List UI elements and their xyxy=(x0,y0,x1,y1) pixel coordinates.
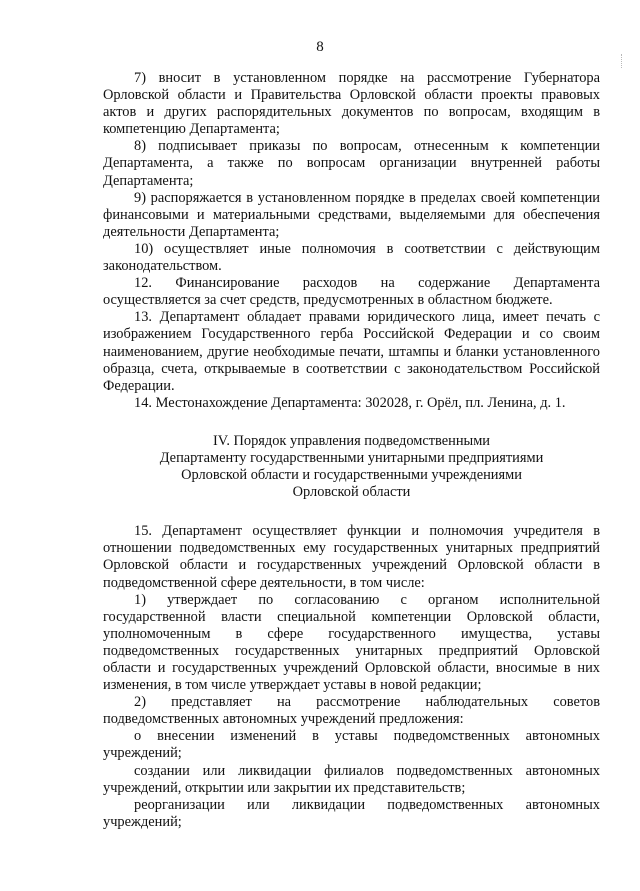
paragraph-clause-12: 12. Финансирование расходов на содержание Департамента осуществляется за счет средств, предусмотренных в областном бюджете. xyxy=(103,275,600,309)
paragraph-item-9: 9) распоряжается в установленном порядке в пределах своей компетенции финансовыми и материальными средствами, выделяемыми для обеспечения деятельности Департамента; xyxy=(103,189,600,240)
section-heading xyxy=(103,433,600,501)
margin-mark xyxy=(621,54,624,68)
paragraph-proposal-reorganization: реорганизации или ликвидации подведомственных автономных учреждений; xyxy=(103,796,600,830)
paragraph-item-8: 8) подписывает приказы по вопросам, отнесенным к компетенции Департамента, а также по вопросам организации внутренней работы Департамента; xyxy=(103,138,600,189)
page-number: 8 xyxy=(316,39,324,55)
paragraph-subitem-2: 2) представляет на рассмотрение наблюдательных советов подведомственных автономных учреждений предложения: xyxy=(103,694,600,728)
section-heading-line: IV. Порядок управления подведомственными xyxy=(212,432,491,449)
paragraph-item-10: 10) осуществляет иные полномочия в соответствии с действующим законодательством. xyxy=(103,240,600,275)
section-heading-line: Орловской области xyxy=(292,484,411,501)
paragraph-clause-13: 13. Департамент обладает правами юридического лица, имеет печать с изображением Государственного герба Российской Федерации и со своим наименованием, другие необходимые печати, штампы и бланки установленного образца, счета, открываемые в соответствии с законодательством Российской Федерации. xyxy=(103,309,600,394)
section-heading-line: Департаменту государственными унитарными предприятиями xyxy=(159,449,544,466)
paragraph-subitem-1: 1) утверждает по согласованию с органом исполнительной государственной власти специальной компетенции Орловской области, уполномоченным в сфере государственного имущества, уставы подведомственных государственных унитарных предприятий Орловской области и государственных учреждений Орловской области, вносимые в них изменения, в том числе утверждает уставы в новой редакции; xyxy=(103,591,600,694)
paragraph-clause-14: 14. Местонахождение Департамента: 302028, г. Орёл, пл. Ленина, д. 1. xyxy=(134,394,566,411)
document-body xyxy=(103,70,600,831)
paragraph-proposal-charter: о внесении изменений в уставы подведомственных автономных учреждений; xyxy=(103,728,600,762)
paragraph-clause-15: 15. Департамент осуществляет функции и полномочия учредителя в отношении подведомственных ему государственных унитарных предприятий Орловской области и государственных учреждений Орловской области в подведомственной сфере деятельности, в том числе: xyxy=(103,523,600,591)
section-heading-line: Орловской области и государственными учреждениями xyxy=(181,467,522,484)
paragraph-proposal-branches: создании или ликвидации филиалов подведомственных автономных учреждений, открытии или закрытии их представительств; xyxy=(103,762,600,796)
paragraph-item-7: 7) вносит в установленном порядке на рассмотрение Губернатора Орловской области и Правительства Орловской области проекты правовых актов и других распорядительных документов по вопросам, входящим в компетенцию Департамента; xyxy=(103,70,600,138)
